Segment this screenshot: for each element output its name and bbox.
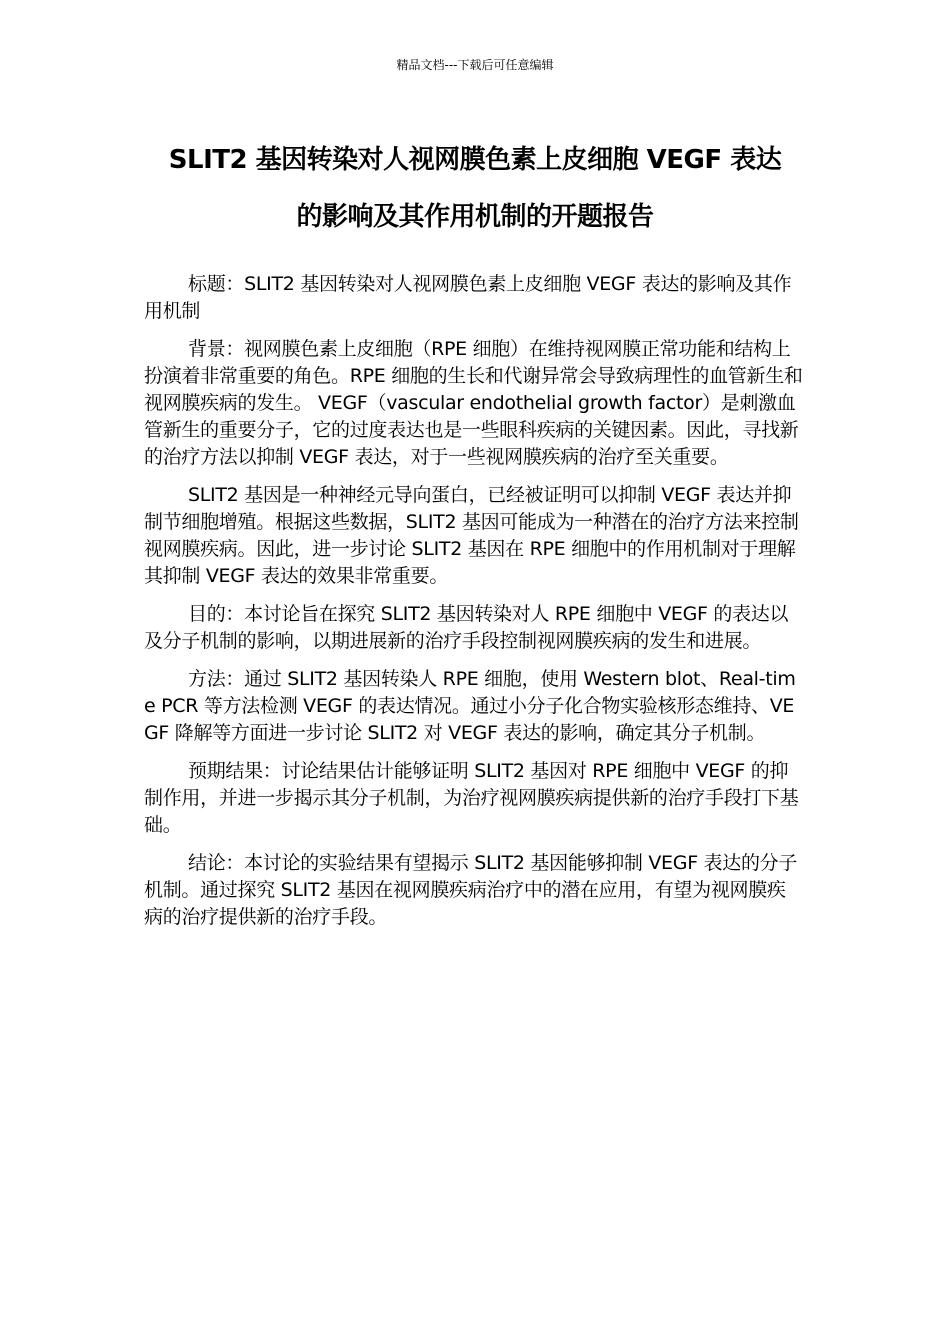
title-line-2: 的影响及其作用机制的开题报告 [296, 202, 654, 232]
paragraph-method: 方法：通过 SLIT2 基因转染人 RPE 细胞，使用 Western blot、Real-time PCR 等方法检测 VEGF 的表达情况。通过小分子化合物实验核形态维持、VEGF 降解等方面进一步讨论 SLIT2 对 VEGF 表达的影响，确定其分子机制。 [144, 668, 796, 744]
page-header: 精品文档---下载后可任意编辑 [396, 58, 554, 72]
document-body [144, 271, 804, 942]
paragraph-title: 标题：SLIT2 基因转染对人视网膜色素上皮细胞 VEGF 表达的影响及其作用机制 [144, 273, 792, 322]
paragraph-expected-results: 预期结果：讨论结果估计能够证明 SLIT2 基因对 RPE 细胞中 VEGF 的抑制作用，并进一步揭示其分子机制，为治疗视网膜疾病提供新的治疗手段打下基础。 [144, 760, 799, 836]
document-title [130, 132, 820, 246]
paragraph-conclusion: 结论：本讨论的实验结果有望揭示 SLIT2 基因能够抑制 VEGF 表达的分子机制。通过探究 SLIT2 基因在视网膜疾病治疗中的潜在应用，有望为视网膜疾病的治疗提供新的治疗手段。 [144, 852, 798, 928]
paragraph-background: 背景：视网膜色素上皮细胞（RPE 细胞）在维持视网膜正常功能和结构上扮演着非常重要的角色。RPE 细胞的生长和代谢异常会导致病理性的血管新生和视网膜疾病的发生。 VEGF（vascular endothelial growth factor）是刺激血管新生的重要分子，它的过度表达也是一些眼科疾病的关键因素。因此，寻找新的治疗方法以抑制 VEGF 表达，对于一些视网膜疾病的治疗至关重要。 [144, 338, 803, 468]
paragraph-purpose: 目的：本讨论旨在探究 SLIT2 基因转染对人 RPE 细胞中 VEGF 的表达以及分子机制的影响，以期进展新的治疗手段控制视网膜疾病的发生和进展。 [144, 603, 789, 652]
paragraph-slit2: SLIT2 基因是一种神经元导向蛋白，已经被证明可以抑制 VEGF 表达并抑制节细胞增殖。根据这些数据，SLIT2 基因可能成为一种潜在的治疗方法来控制视网膜疾病。因此，进一步讨论 SLIT2 基因在 RPE 细胞中的作用机制对于理解其抑制 VEGF 表达的效果非常重要。 [144, 484, 799, 587]
title-line-1: SLIT2 基因转染对人视网膜色素上皮细胞 VEGF 表达 [168, 145, 782, 175]
